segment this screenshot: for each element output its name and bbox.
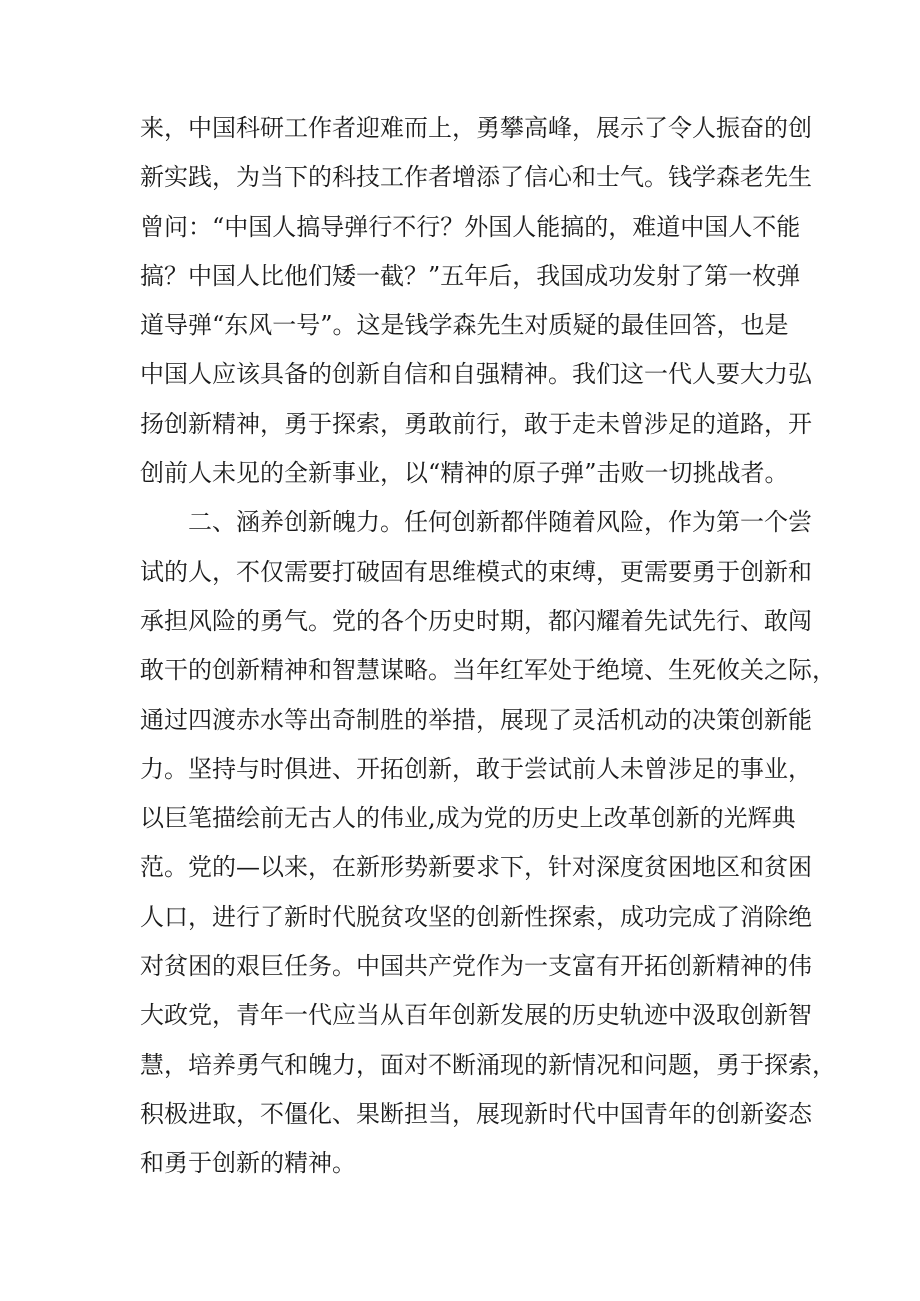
text-line: 敢干的创新精神和智慧谋略。当年红军处于绝境、生死攸关之际， [140,656,836,685]
text-line: 创前人未见的全新事业，以“精神的原子弹”击败一切挑战者。 [140,459,789,488]
text-line: 人口，进行了新时代脱贫攻坚的创新性探索，成功完成了消除绝 [140,902,812,931]
text-line: 通过四渡赤水等出奇制胜的举措，展现了灵活机动的决策创新能 [140,705,812,734]
paragraph-1 [140,104,812,498]
text-line: 试的人，不仅需要打破固有思维模式的束缚，更需要勇于创新和 [140,557,812,586]
text-line: 承担风险的勇气。党的各个历史时期，都闪耀着先试先行、敢闯 [140,606,812,635]
text-line: 扬创新精神，勇于探索，勇敢前行，敢于走未曾涉足的道路，开 [140,409,812,438]
text-line: 以巨笔描绘前无古人的伟业,成为党的历史上改革创新的光辉典 [140,804,796,833]
text-line: 慧，培养勇气和魄力，面对不断涌现的新情况和问题，勇于探索， [140,1050,836,1079]
text-line: 对贫困的艰巨任务。中国共产党作为一支富有开拓创新精神的伟 [140,952,812,981]
text-line: 范。党的—以来，在新形势新要求下，针对深度贫困地区和贫困 [140,853,812,882]
text-line: 中国人应该具备的创新自信和自强精神。我们这一代人要大力弘 [140,360,812,389]
section-heading-line: 二、涵养创新魄力。任何创新都伴随着风险，作为第一个尝 [188,508,812,537]
text-line: 和勇于创新的精神。 [140,1149,356,1178]
text-line: 来，中国科研工作者迎难而上，勇攀高峰，展示了令人振奋的创 [140,114,812,142]
text-line: 搞？中国人比他们矮一截？”五年后，我国成功发射了第一枚弹 [140,261,801,290]
text-line: 曾问：“中国人搞导弹行不行？外国人能搞的，难道中国人不能 [140,212,801,241]
document-body [140,104,836,1189]
text-line: 大政党，青年一代应当从百年创新发展的历史轨迹中汲取创新智 [140,1001,812,1030]
paragraph-2 [140,498,836,1188]
text-line: 新实践，为当下的科技工作者增添了信心和士气。钱学森老先生 [140,163,812,192]
text-line: 力。坚持与时俱进、开拓创新，敢于尝试前人未曾涉足的事业， [140,754,812,783]
text-line: 道导弹“东风一号”。这是钱学森先生对质疑的最佳回答，也是 [140,311,789,340]
text-line: 积极进取，不僵化、果断担当，展现新时代中国青年的创新姿态 [140,1099,812,1128]
